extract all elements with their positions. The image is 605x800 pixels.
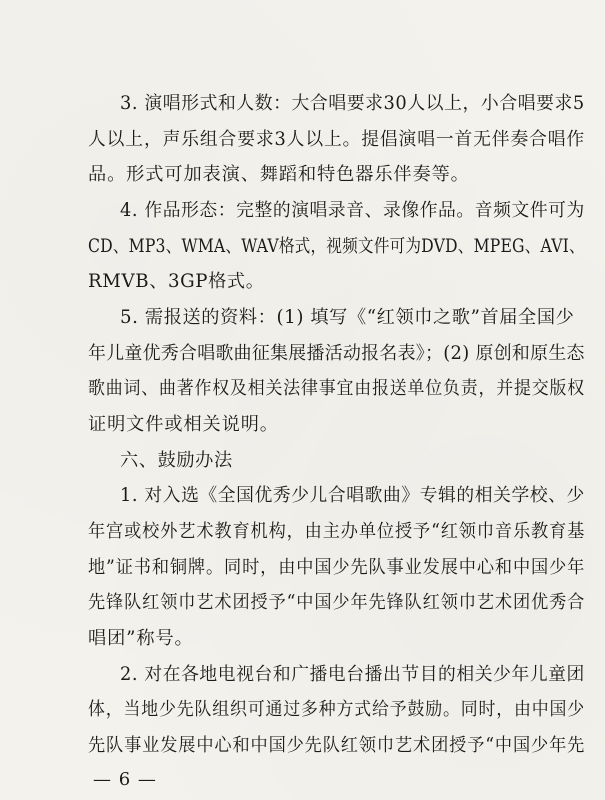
paragraph-3-line-1: 3. 演唱形式和人数：大合唱要求30人以上，小合唱要求5 (120, 93, 585, 114)
paragraph-5-line-4: 证明文件或相关说明。 (88, 414, 279, 435)
encourage-1-line-5: 唱团”称号。 (88, 628, 194, 649)
paragraph-3-line-2: 人以上，声乐组合要求3人以上。提倡演唱一首无伴奏合唱作 (88, 129, 586, 150)
paragraph-5-line-2: 年儿童优秀合唱歌曲征集展播活动报名表》；(2) 原创和原生态 (88, 343, 585, 364)
encourage-1-line-4: 先锋队红领巾艺术团授予“中国少年先锋队红领巾艺术团优秀合 (88, 592, 586, 613)
encourage-2-line-1: 2. 对在各地电视台和广播电台播出节目的相关少年儿童团 (120, 664, 585, 685)
paragraph-4-line-3: RMVB、3GP格式。 (88, 271, 265, 292)
encourage-2-line-2: 体，当地少先队组织可通过多种方式给予鼓励。同时，由中国少 (88, 699, 586, 720)
paragraph-3-line-3: 品。形式可加表演、舞蹈和特色器乐伴奏等。 (88, 164, 470, 185)
encourage-2-line-3: 先队事业发展中心和中国少先队红领巾艺术团授予“中国少年先 (88, 735, 586, 756)
section-heading-encouragement: 六、鼓励办法 (120, 450, 233, 471)
encourage-1-line-1: 1. 对入选《全国优秀少儿合唱歌曲》专辑的相关学校、少 (120, 485, 585, 506)
encourage-1-line-3: 地”证书和铜牌。同时，由中国少先队事业发展中心和中国少年 (88, 557, 586, 578)
paragraph-4-line-1: 4. 作品形态：完整的演唱录音、录像作品。音频文件可为 (120, 200, 585, 221)
encourage-1-line-2: 年宫或校外艺术教育机构，由主办单位授予“红领巾音乐教育基 (88, 521, 586, 542)
paragraph-4-line-2: CD、MP3、WMA、WAV格式，视频文件可为DVD、MPEG、AVI、 (88, 236, 585, 257)
page-number: — 6 — (93, 769, 157, 790)
paragraph-5-line-1: 5. 需报送的资料：(1) 填写《“红领巾之歌”首届全国少 (120, 307, 575, 328)
paragraph-5-line-3: 歌曲词、曲著作权及相关法律事宜由报送单位负责，并提交版权 (88, 378, 586, 399)
